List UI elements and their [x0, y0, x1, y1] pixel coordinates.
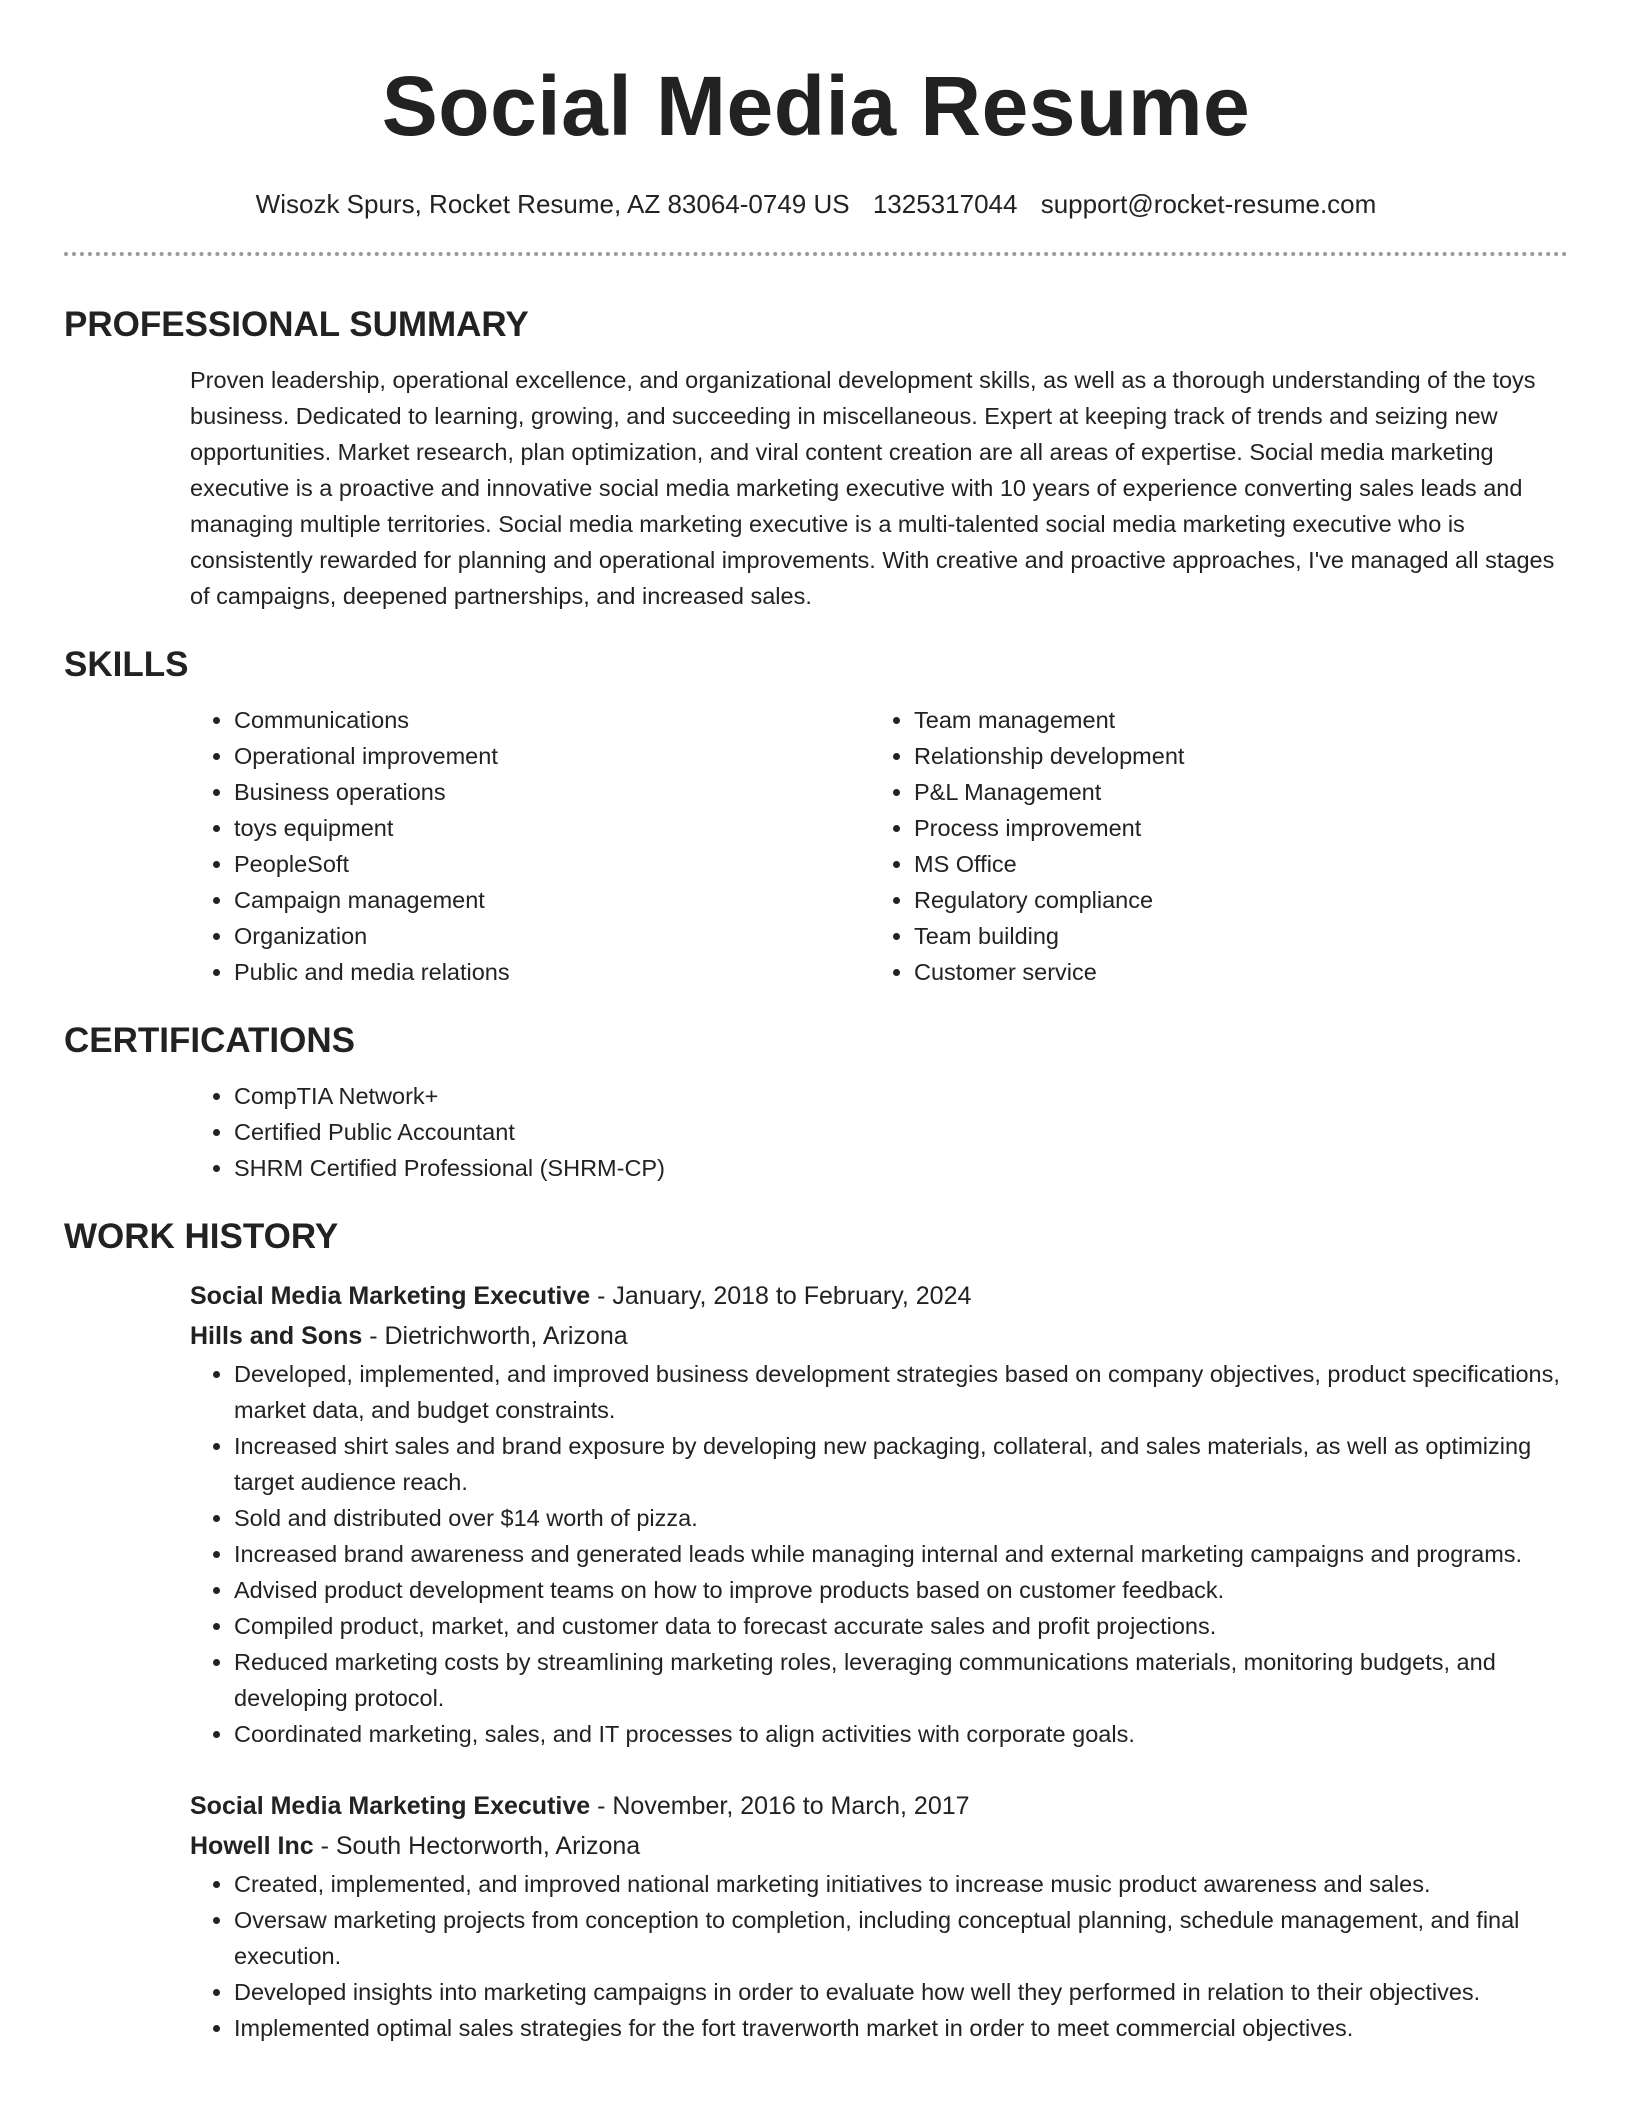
- header-divider: [64, 252, 1568, 256]
- work-history-section: [64, 1214, 1568, 2046]
- job-bullet: • Developed insights into marketing campaigns in order to evaluate how well they performed in relation to their objectives.: [234, 1974, 1568, 2010]
- certification-item: • SHRM Certified Professional (SHRM-CP): [234, 1150, 1568, 1186]
- resume-title: Social Media Resume: [381, 59, 1251, 153]
- skill-item: • Business operations: [234, 774, 870, 810]
- certifications-list: [190, 1078, 1568, 1186]
- skill-item: • Communications: [234, 702, 870, 738]
- job-bullet: • Increased shirt sales and brand exposure by developing new packaging, collateral, and sales materials, as well as optimizing target audience reach.: [234, 1428, 1568, 1500]
- certification-item: • Certified Public Accountant: [234, 1114, 1568, 1150]
- job-company-line: [190, 1826, 1568, 1866]
- job-dates: - November, 2016 to March, 2017: [590, 1792, 970, 1820]
- job-location: - Dietrichworth, Arizona: [362, 1322, 628, 1350]
- certifications-heading: CERTIFICATIONS: [64, 1021, 356, 1060]
- skills-right-list: [870, 702, 1550, 990]
- skills-section: [64, 642, 1568, 990]
- contact-address: Wisozk Spurs, Rocket Resume, AZ 83064-0749 US: [255, 189, 850, 219]
- skill-item: • Campaign management: [234, 882, 870, 918]
- job-bullet: • Oversaw marketing projects from conception to completion, including conceptual planning, schedule management, and final execution.: [234, 1902, 1568, 1974]
- skill-item: • PeopleSoft: [234, 846, 870, 882]
- job-role-line: [190, 1276, 1568, 1316]
- job-bullets: [190, 1866, 1568, 2046]
- skill-item: • Process improvement: [914, 810, 1550, 846]
- job-bullet: • Increased brand awareness and generated leads while managing internal and external marketing campaigns and programs.: [234, 1536, 1568, 1572]
- contact-email: support@rocket-resume.com: [1040, 189, 1377, 219]
- job-company: Hills and Sons: [190, 1322, 363, 1350]
- resume-header: [0, 0, 1632, 220]
- job-bullet: • Advised product development teams on how to improve products based on customer feedback.: [234, 1572, 1568, 1608]
- contact-line: [0, 188, 1632, 220]
- skill-item: • Organization: [234, 918, 870, 954]
- job-company: Howell Inc: [190, 1832, 314, 1860]
- job-bullet: • Developed, implemented, and improved business development strategies based on company objectives, product specifications, market data, and budget constraints.: [234, 1356, 1568, 1428]
- certifications-body: [190, 1078, 1568, 1186]
- job-bullet: • Coordinated marketing, sales, and IT processes to align activities with corporate goals.: [234, 1716, 1568, 1752]
- job-bullets: [190, 1356, 1568, 1752]
- certifications-section: [64, 1018, 1568, 1186]
- skills-columns: [190, 702, 1568, 990]
- skill-item: • Public and media relations: [234, 954, 870, 990]
- job-entry: [190, 1276, 1568, 1752]
- skill-item: • Operational improvement: [234, 738, 870, 774]
- job-bullet: • Compiled product, market, and customer data to forecast accurate sales and profit projections.: [234, 1608, 1568, 1644]
- skill-item: • Relationship development: [914, 738, 1550, 774]
- summary-text: Proven leadership, operational excellence, and organizational development skills, as well as a thorough understanding of the toys business. Dedicated to learning, growing, and succeeding in miscellaneous. Expert at keeping track of trends and seizing new opportunities. Market research, plan optimization, and viral content creation are all areas of expertise. Social media marketing executive is a proactive and innovative social media marketing executive with 10 years of experience converting sales leads and managing multiple territories. Social media marketing executive is a multi-talented social media marketing executive who is consistently rewarded for planning and operational improvements. With creative and proactive approaches, I've managed all stages of campaigns, deepened partnerships, and increased sales.: [190, 367, 1555, 609]
- certification-item: • CompTIA Network+: [234, 1078, 1568, 1114]
- contact-phone: 1325317044: [872, 189, 1018, 219]
- job-company-line: [190, 1316, 1568, 1356]
- job-role: Social Media Marketing Executive: [190, 1792, 591, 1820]
- skill-item: • Customer service: [914, 954, 1550, 990]
- skills-heading: SKILLS: [64, 645, 189, 684]
- job-role-line: [190, 1786, 1568, 1826]
- skill-item: • MS Office: [914, 846, 1550, 882]
- work-history-heading: WORK HISTORY: [64, 1217, 339, 1256]
- job-entry: [190, 1786, 1568, 2046]
- skill-item: • P&L Management: [914, 774, 1550, 810]
- summary-section: [64, 302, 1568, 614]
- skill-item: • toys equipment: [234, 810, 870, 846]
- job-role: Social Media Marketing Executive: [190, 1282, 591, 1310]
- job-dates: - January, 2018 to February, 2024: [590, 1282, 972, 1310]
- skill-item: • Regulatory compliance: [914, 882, 1550, 918]
- job-location: - South Hectorworth, Arizona: [313, 1832, 641, 1860]
- summary-heading: PROFESSIONAL SUMMARY: [64, 305, 529, 344]
- skill-item: • Team building: [914, 918, 1550, 954]
- job-bullet: • Created, implemented, and improved national marketing initiatives to increase music product awareness and sales.: [234, 1866, 1568, 1902]
- skills-left-list: [190, 702, 870, 990]
- job-bullet: • Sold and distributed over $14 worth of pizza.: [234, 1500, 1568, 1536]
- job-bullet: • Implemented optimal sales strategies for the fort traverworth market in order to meet commercial objectives.: [234, 2010, 1568, 2046]
- job-bullet: • Reduced marketing costs by streamlining marketing roles, leveraging communications materials, monitoring budgets, and developing protocol.: [234, 1644, 1568, 1716]
- skill-item: • Team management: [914, 702, 1550, 738]
